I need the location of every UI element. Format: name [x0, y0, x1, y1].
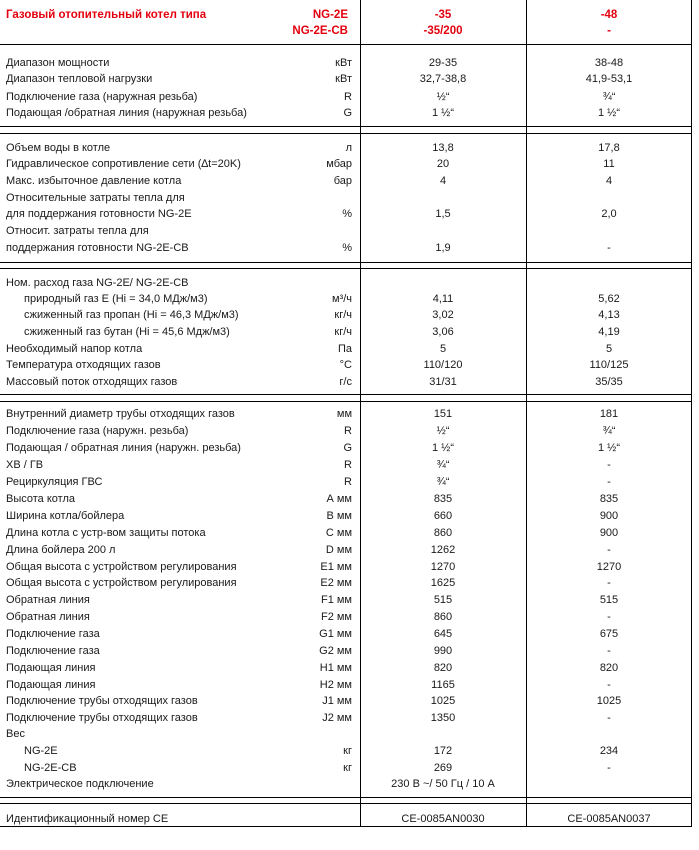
row-unit: Па — [337, 343, 352, 355]
row-label: Длина котла с устр-вом защиты потока — [6, 527, 206, 539]
row-value-col2: 835 — [599, 493, 619, 505]
row-value-col1: 1262 — [430, 544, 456, 556]
row-unit: % — [342, 208, 352, 220]
row-unit: % — [342, 242, 352, 254]
row-value-col2: - — [607, 679, 611, 691]
row-value-col2: CE-0085AN0037 — [567, 813, 651, 825]
row-value-col2: 4 — [605, 175, 613, 187]
row-value-col1: 32,7-38,8 — [419, 73, 467, 85]
row-value-col1: 269 — [433, 762, 453, 774]
row-unit: г/с — [339, 376, 352, 388]
row-label: Ширина котла/бойлера — [6, 510, 125, 522]
row-label: сжиженный газ пропан (Hi = 46,3 МДж/м3) — [24, 309, 239, 321]
row-label: Подключение газа (наружная резьба) — [6, 91, 198, 103]
row-value-col1: 172 — [433, 745, 453, 757]
row-unit: кг/ч — [334, 309, 352, 321]
row-label: Подключение трубы отходящих газов — [6, 695, 198, 707]
row-label: Общая высота с устройством регулирования — [6, 577, 237, 589]
row-unit: кВт — [335, 73, 352, 85]
row-value-col2: 1025 — [596, 695, 622, 707]
row-value-col2: - — [607, 577, 611, 589]
row-value-col2: - — [607, 544, 611, 556]
col1-header-2: -35/200 — [423, 25, 463, 37]
table-title: Газовый отопительный котел типа — [6, 9, 207, 21]
row-value-col1: 31/31 — [429, 376, 457, 388]
row-unit: °С — [339, 359, 352, 371]
row-label: Идентификационный номер CE — [6, 813, 169, 825]
col2-header-1: -48 — [600, 9, 618, 21]
row-label: Рециркуляция ГВС — [6, 476, 103, 488]
right-border — [691, 0, 692, 826]
band-bottom-border — [0, 797, 692, 798]
row-unit: R — [344, 476, 352, 488]
row-unit: л — [345, 142, 352, 154]
row-label: Вес — [6, 728, 25, 740]
row-value-col1: 13,8 — [432, 142, 454, 154]
row-value-col2: 820 — [599, 662, 619, 674]
row-value-col1: 860 — [433, 611, 453, 623]
row-unit: кг — [343, 762, 352, 774]
row-value-col2: - — [607, 762, 611, 774]
row-value-col2: 1 ½“ — [597, 442, 620, 454]
row-value-col1: CE-0085AN0030 — [401, 813, 485, 825]
row-label: Подающая / обратная линия (наружн. резьба) — [6, 442, 241, 454]
row-label: Высота котла — [6, 493, 75, 505]
row-value-col1: 1165 — [431, 679, 455, 691]
model-name-2: NG-2E-CB — [292, 25, 348, 37]
row-value-col1: 1 ½“ — [431, 442, 454, 454]
row-value-col1: 4 — [439, 175, 447, 187]
row-unit: R — [344, 459, 352, 471]
row-value-col1: ½“ — [436, 425, 450, 437]
row-value-col1: 29-35 — [428, 57, 458, 69]
band-top-border — [0, 268, 692, 269]
row-label: ХВ / ГВ — [6, 459, 44, 471]
row-value-col2: 1 ½“ — [597, 107, 620, 119]
row-value-col2: 5 — [605, 343, 613, 355]
row-unit: D мм — [325, 544, 352, 556]
row-unit: мм — [336, 408, 352, 420]
row-label: Обратная линия — [6, 611, 90, 623]
row-label: Относительные затраты тепла для — [6, 192, 185, 204]
row-unit: F2 мм — [320, 611, 352, 623]
row-value-col2: 110/125 — [589, 359, 629, 371]
row-label: Подключение газа — [6, 645, 100, 657]
row-label: Обратная линия — [6, 594, 90, 606]
row-unit: м³/ч — [331, 293, 352, 305]
row-value-col2: 900 — [599, 527, 619, 539]
row-unit: E1 мм — [320, 561, 352, 573]
row-label: Диапазон мощности — [6, 57, 110, 69]
row-unit: кг/ч — [334, 326, 352, 338]
row-value-col2: - — [607, 242, 611, 254]
row-label: Макс. избыточное давление котла — [6, 175, 182, 187]
row-unit: J2 мм — [322, 712, 352, 724]
row-label: поддержания готовности NG-2E-CB — [6, 242, 189, 254]
row-value-col2: 234 — [599, 745, 619, 757]
row-label: Длина бойлера 200 л — [6, 544, 116, 556]
row-value-col1: 4,11 — [432, 293, 454, 305]
row-unit: кВт — [335, 57, 352, 69]
row-value-col1: 110/120 — [423, 359, 463, 371]
row-value-col1: 660 — [433, 510, 453, 522]
row-label: Необходимый напор котла — [6, 343, 143, 355]
row-value-col1: 1 ½“ — [431, 107, 454, 119]
column-divider — [360, 0, 361, 826]
row-value-col2: 515 — [599, 594, 619, 606]
row-value-col2: 4,13 — [598, 309, 620, 321]
row-unit: кг — [343, 745, 352, 757]
column-divider — [526, 0, 527, 826]
row-value-col2: - — [607, 645, 611, 657]
row-unit: А мм — [326, 493, 352, 505]
row-value-col1: 1,9 — [435, 242, 451, 254]
row-value-col1: ¾“ — [436, 459, 450, 471]
row-label: Подающая линия — [6, 679, 96, 691]
row-label: Общая высота с устройством регулирования — [6, 561, 237, 573]
row-value-col2: 2,0 — [601, 208, 617, 220]
row-label: природный газ Е (Hi = 34,0 МДж/м3) — [24, 293, 208, 305]
row-label: Подающая линия — [6, 662, 96, 674]
row-unit: H2 мм — [319, 679, 352, 691]
row-label: сжиженный газ бутан (Hi = 45,6 Мдж/м3) — [24, 326, 230, 338]
row-value-col2: 4,19 — [598, 326, 620, 338]
col1-header-1: -35 — [434, 9, 452, 21]
row-value-col2: 5,62 — [598, 293, 620, 305]
row-label: Подключение газа (наружн. резьба) — [6, 425, 189, 437]
row-value-col2: - — [607, 611, 611, 623]
row-unit: J1 мм — [322, 695, 352, 707]
row-value-col1: 990 — [433, 645, 453, 657]
row-value-col2: 38-48 — [594, 57, 624, 69]
row-value-col2: 675 — [599, 628, 619, 640]
row-label: для поддержания готовности NG-2E — [6, 208, 192, 220]
row-value-col2: 17,8 — [598, 142, 620, 154]
row-value-col1: 835 — [433, 493, 453, 505]
band-bottom-border — [0, 126, 692, 127]
row-value-col1: 3,06 — [432, 326, 454, 338]
band-top-border — [0, 133, 692, 134]
row-label: Объем воды в котле — [6, 142, 111, 154]
row-value-col2: - — [607, 712, 611, 724]
row-label: Ном. расход газа NG-2E/ NG-2E-CB — [6, 277, 189, 289]
band-bottom-border — [0, 394, 692, 395]
band-top-border — [0, 803, 692, 804]
band-bottom-border — [0, 826, 692, 827]
row-value-col1: 515 — [433, 594, 453, 606]
row-value-col2: ¾“ — [602, 91, 616, 103]
row-unit: R — [344, 91, 352, 103]
band-bottom-border — [0, 262, 692, 263]
row-value-col1: 5 — [439, 343, 447, 355]
row-value-col2: 181 — [599, 408, 619, 420]
row-value-col1: 1625 — [430, 577, 456, 589]
row-value-col1: 860 — [433, 527, 453, 539]
band-top-border — [0, 401, 692, 402]
row-value-col2: 41,9-53,1 — [585, 73, 633, 85]
row-unit: В мм — [326, 510, 352, 522]
row-value-col2: 1270 — [596, 561, 622, 573]
row-label: NG-2E-CB — [24, 762, 77, 774]
row-unit: F1 мм — [320, 594, 352, 606]
row-unit: E2 мм — [320, 577, 352, 589]
row-label: Подключение трубы отходящих газов — [6, 712, 198, 724]
row-label: Относит. затраты тепла для — [6, 225, 149, 237]
row-label: Диапазон тепловой нагрузки — [6, 73, 153, 85]
row-value-col1: 820 — [433, 662, 453, 674]
col2-header-2: - — [607, 25, 611, 37]
row-unit: R — [344, 425, 352, 437]
row-unit: мбар — [326, 158, 352, 170]
row-label: Массовый поток отходящих газов — [6, 376, 178, 388]
row-unit: G1 мм — [319, 628, 352, 640]
row-value-col2: ¾“ — [602, 425, 616, 437]
row-value-col2: 35/35 — [595, 376, 623, 388]
row-label: Подающая /обратная линия (наружная резьба) — [6, 107, 247, 119]
row-value-col1: ¾“ — [436, 476, 450, 488]
row-label: NG-2E — [24, 745, 58, 757]
model-name-1: NG-2E — [312, 9, 348, 21]
row-value-col1: 1025 — [430, 695, 456, 707]
row-unit: С мм — [325, 527, 352, 539]
row-value-col1: 3,02 — [432, 309, 454, 321]
row-value-col1: 230 В ~/ 50 Гц / 10 А — [391, 778, 495, 790]
row-value-col1: 1270 — [430, 561, 456, 573]
row-unit: G — [343, 107, 352, 119]
row-value-col2: 11 — [603, 158, 615, 170]
row-value-col1: 1,5 — [435, 208, 451, 220]
band-top-border — [0, 44, 692, 45]
row-label: Температура отходящих газов — [6, 359, 161, 371]
row-value-col1: 645 — [433, 628, 453, 640]
row-value-col1: 20 — [436, 158, 450, 170]
row-value-col1: 1350 — [430, 712, 456, 724]
row-unit: G2 мм — [319, 645, 352, 657]
row-unit: G — [343, 442, 352, 454]
row-unit: H1 мм — [319, 662, 352, 674]
row-value-col2: 900 — [599, 510, 619, 522]
row-value-col2: - — [607, 476, 611, 488]
row-label: Внутренний диаметр трубы отходящих газов — [6, 408, 235, 420]
row-label: Подключение газа — [6, 628, 100, 640]
row-value-col2: - — [607, 459, 611, 471]
row-label: Электрическое подключение — [6, 778, 154, 790]
row-label: Гидравлическое сопротивление сети (∆t=20K) — [6, 158, 241, 170]
row-value-col1: ½“ — [436, 91, 450, 103]
row-value-col1: 151 — [433, 408, 453, 420]
row-unit: бар — [333, 175, 352, 187]
